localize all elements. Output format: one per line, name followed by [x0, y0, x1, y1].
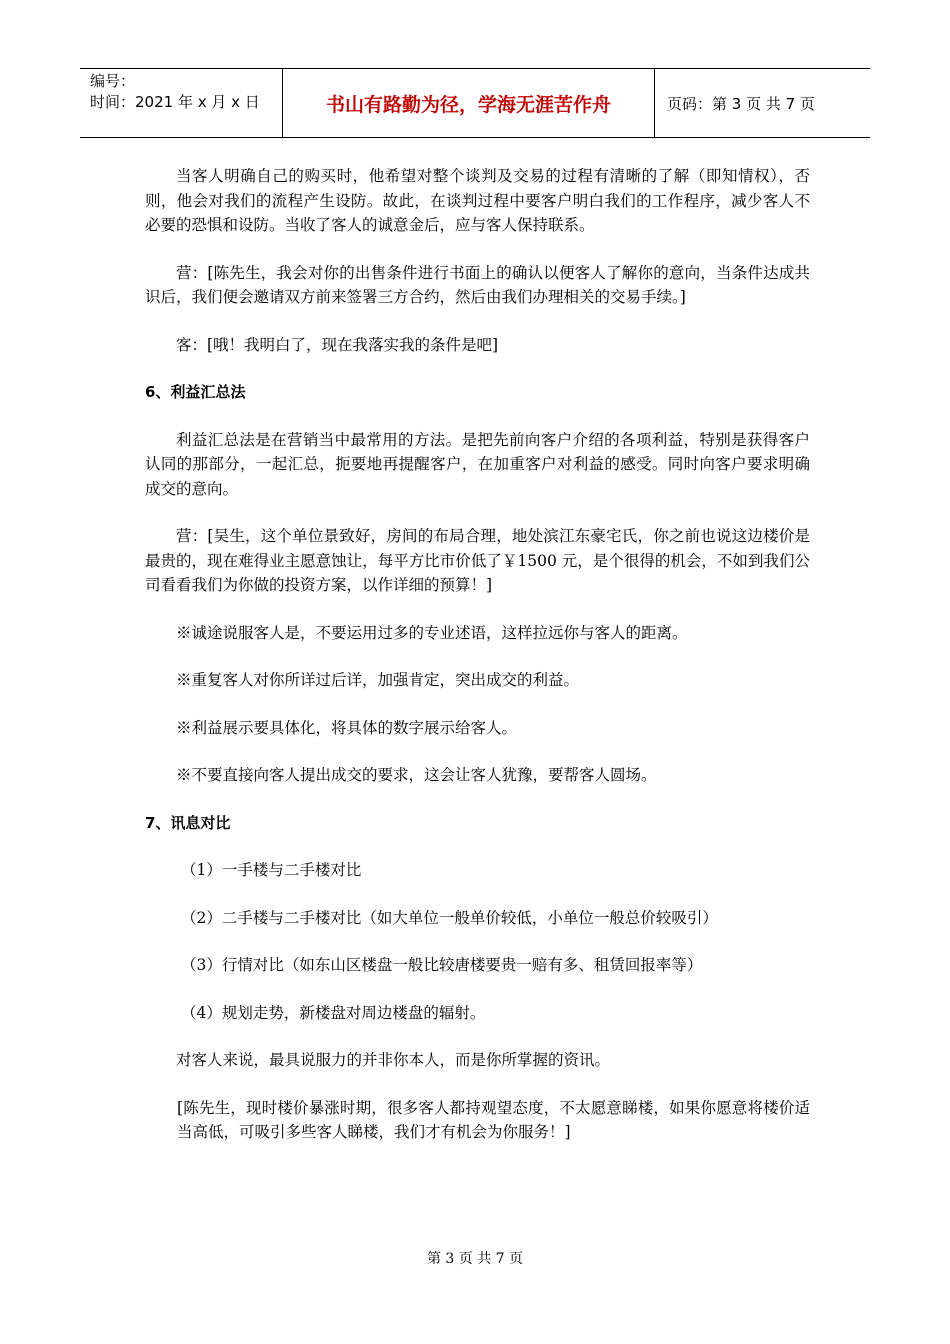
list-item: （2）二手楼与二手楼对比（如大单位一般单价较低，小单位一般总价较吸引） [181, 908, 718, 927]
list-item: （4）规划走势，新楼盘对周边楼盘的辐射。 [181, 1003, 486, 1022]
note-item: ※重复客人对你所详过后详，加强肯定，突出成交的利益。 [176, 671, 580, 689]
dialogue-agent: 营：[吴生，这个单位景致好，房间的布局合理，地处滨江东豪宅氏，你之前也说这边楼价是最贵的，现在难得业主愿意蚀让，每平方比市价低了￥1500 元，是个很得的机会，不如到我们公司看看我们为你做的投资方案，以作详细的预算！] [145, 527, 810, 594]
dialogue-agent: 营：[陈先生，我会对你的出售条件进行书面上的确认以便客人了解你的意向，当条件达成共识后，我们便会邀请双方前来签署三方合约，然后由我们办理相关的交易手续。] [145, 263, 810, 306]
list-item: （3）行情对比（如东山区楼盘一般比较唐楼要贵一赔有多、租赁回报率等） [181, 956, 703, 974]
section-heading-7: 7、讯息对比 [145, 813, 231, 832]
paragraph: 对客人来说，最具说服力的并非你本人，而是你所掌握的资讯。 [176, 1051, 611, 1069]
note-item: ※利益展示要具体化，将具体的数字展示给客人。 [176, 718, 518, 737]
note-item: ※诚途说服客人是，不要运用过多的专业述语，这样拉远你与客人的距离。 [176, 623, 688, 642]
header-info [80, 69, 282, 137]
section-heading-6: 6、利益汇总法 [145, 383, 246, 401]
page-footer: 第 3 页 共 7 页 [426, 1251, 524, 1267]
dialogue-client: 客：[哦！我明白了，现在我落实我的条件是吧] [176, 335, 499, 354]
note-item: ※不要直接向客人提出成交的要求，这会让客人犹豫，要帮客人圆场。 [176, 766, 657, 784]
document-body [145, 164, 810, 1168]
time-label: 时间：2021 年 x 月 x 日 [90, 93, 260, 111]
paragraph: 利益汇总法是在营销当中最常用的方法。是把先前向客户介绍的各项利益，特别是获得客户认同的那部分，一起汇总，扼要地再提醒客户，在加重客户对利益的感受。同时向客户要求明确成交的意向。 [145, 430, 810, 498]
dialogue-agent: [陈先生，现时楼价暴涨时期，很多客人都持观望态度，不太愿意睇楼，如果你愿意将楼价适当高低，可吸引多些客人睇楼，我们才有机会为你服务！] [177, 1098, 810, 1141]
paragraph: 当客人明确自己的购买时，他希望对整个谈判及交易的过程有清晰的了解（即知情权），否则，他会对我们的流程产生设防。故此，在谈判过程中要客户明白我们的工作程序，减少客人不必要的恐惧和设防。当收了客人的诚意金后，应与客人保持联系。 [145, 167, 810, 234]
page-header [80, 68, 870, 138]
header-motto: 书山有路勤为径，学海无涯苦作舟 [282, 69, 655, 137]
list-item: （1）一手楼与二手楼对比 [181, 861, 362, 879]
header-page-code: 页码：第 3 页 共 7 页 [667, 94, 815, 113]
number-label: 编号： [90, 72, 136, 90]
